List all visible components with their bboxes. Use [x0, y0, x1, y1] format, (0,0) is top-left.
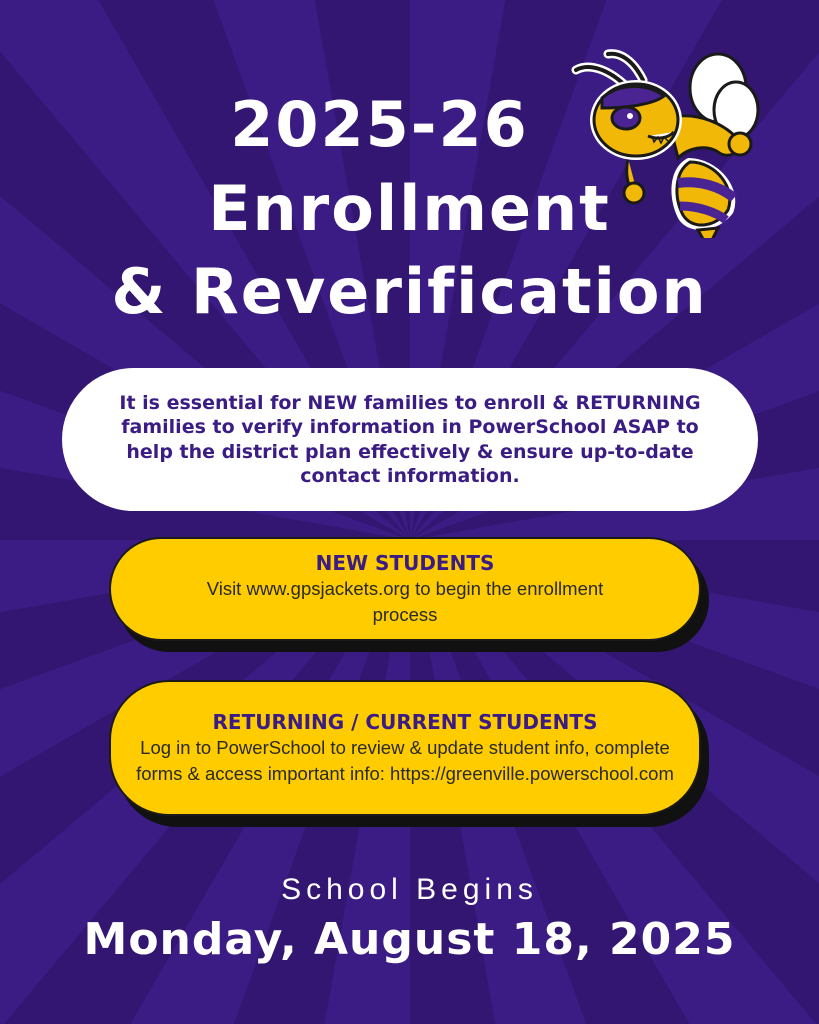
new-students-card: [109, 537, 701, 641]
info-box: [62, 368, 758, 511]
title-year: 2025-26: [230, 88, 529, 161]
returning-students-card: [109, 680, 701, 816]
yellow-jacket-mascot-icon: [568, 48, 768, 238]
title-reverification: & Reverification: [111, 255, 708, 328]
school-begins-label: School Begins: [281, 873, 538, 906]
returning-students-text: Log in to PowerSchool to review & update student info, complete forms & access important info: https://greenville.powerschool.com: [136, 736, 674, 784]
title-enrollment: Enrollment: [208, 172, 611, 245]
school-start-date: Monday, August 18, 2025: [83, 914, 736, 965]
info-text: It is essential for NEW families to enroll & RETURNING families to verify information in PowerSchool ASAP to help the district plan effectively & ensure up-to-date contact information.: [119, 391, 701, 487]
new-students-text: Visit www.gpsjackets.org to begin the enrollment process: [206, 577, 604, 625]
returning-students-title: RETURNING / CURRENT STUDENTS: [212, 709, 598, 734]
new-students-title: NEW STUDENTS: [315, 550, 495, 575]
